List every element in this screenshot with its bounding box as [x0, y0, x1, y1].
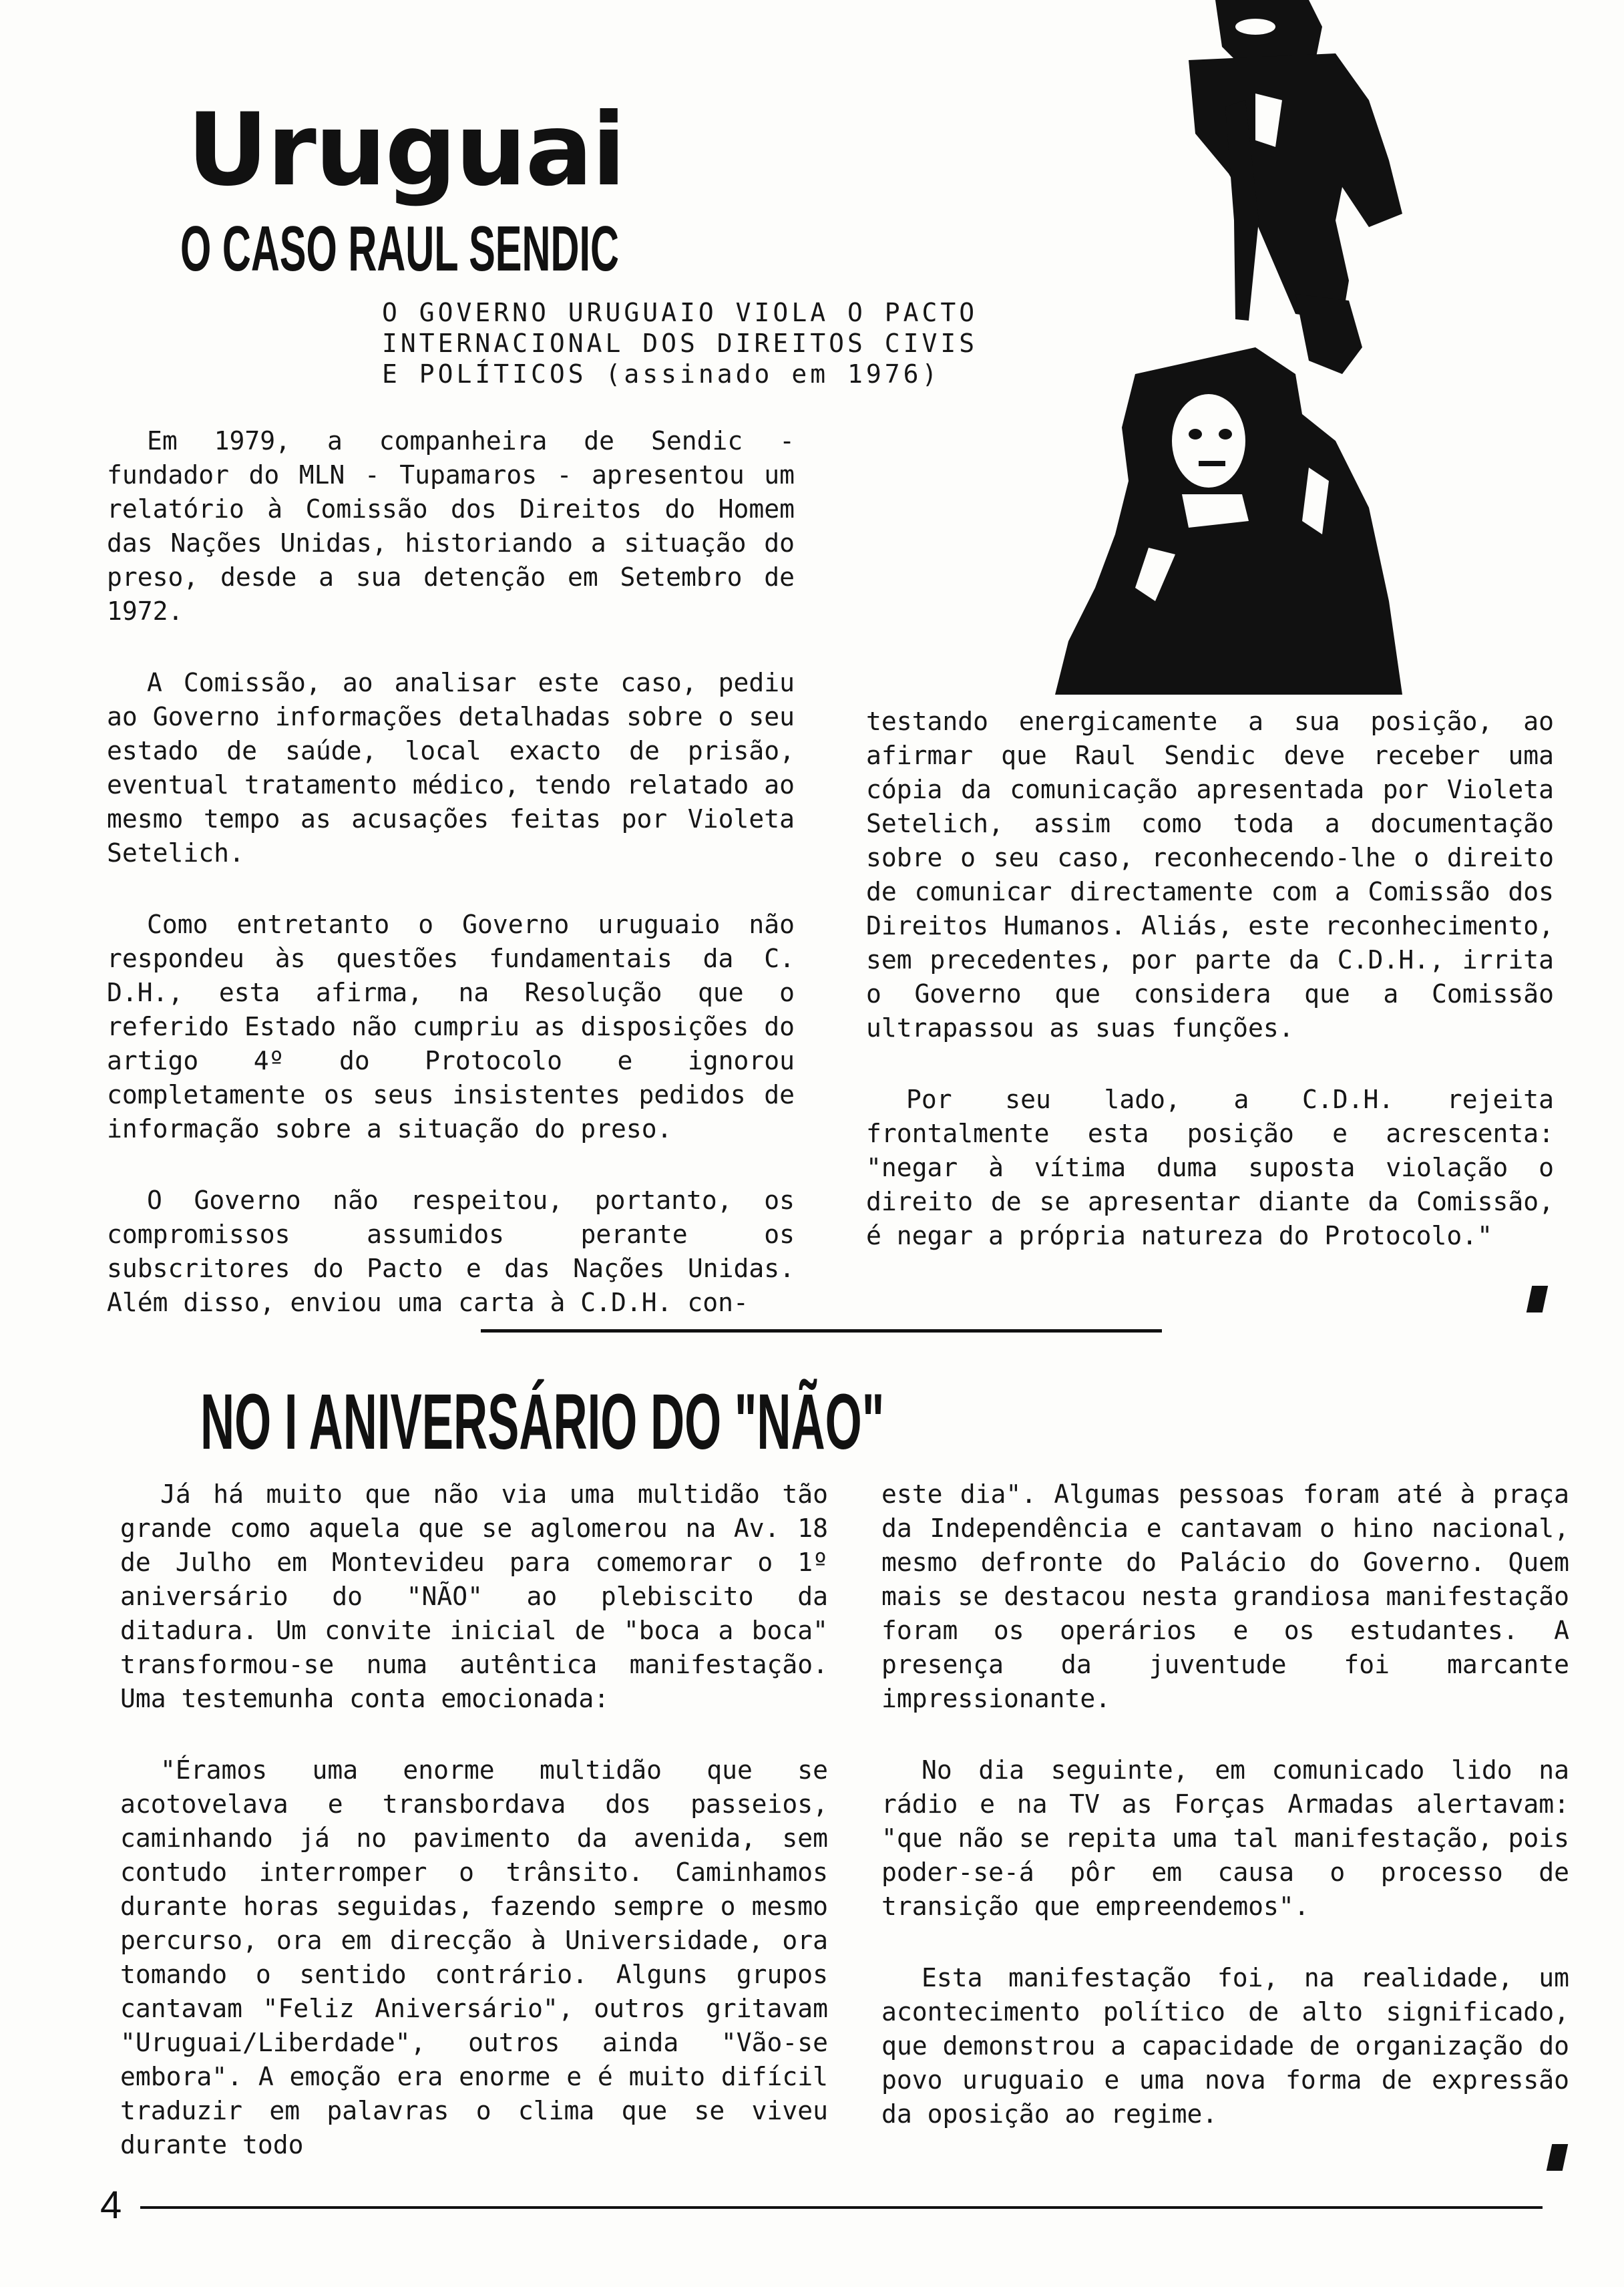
article2-paragraph: este dia". Algumas pessoas foram até à praça da Independência e cantavam o hino nacional, mesmo defronte do Palácio do Governo. Quem mais se destacou nesta grandiosa manifestação foram os operários e os estudantes. A presença da juventude foi marcante impressionante. [881, 1479, 1569, 1713]
article1-deck: O GOVERNO URUGUAIO VIOLA O PACTO INTERNACIONAL DOS DIREITOS CIVIS E POLÍTICOS (assinado em 1976) [382, 298, 978, 389]
article1-paragraph: O Governo não respeitou, portanto, os compromissos assumidos perante os subscritores do Pacto e das Nações Unidas. Além disso, enviou uma carta à C.D.H. con- [107, 1186, 795, 1317]
article2-column-1 [120, 1477, 828, 2200]
page-number: 4 [100, 2183, 122, 2227]
article1-paragraph: A Comissão, ao analisar este caso, pediu ao Governo informações detalhadas sobre o seu estado de saúde, local exacto de prisão, eventual tratamento médico, tendo relatado ao mesmo tempo as acusações feitas por Violeta Setelich. [107, 668, 795, 868]
article1-column-1 [107, 424, 795, 1357]
article1-paragraph: Por seu lado, a C.D.H. rejeita frontalmente esta posição e acrescenta: "negar à vítima duma suposta violação o direito de se apresentar diante da Comissão, é negar a própria natureza do Protocolo." [866, 1085, 1554, 1250]
article1-paragraph: Em 1979, a companheira de Sendic - fundador do MLN - Tupamaros - apresentou um relatório à Comissão dos Direitos do Homem das Nações Unidas, historiando a situação do preso, desde a sua detenção em Setembro de 1972. [107, 426, 795, 626]
article2-paragraph: Esta manifestação foi, na realidade, um acontecimento político de alto significado, que demonstrou a capacidade de organização do povo uruguaio e uma nova forma de expressão da oposição ao regime. [881, 1963, 1569, 2129]
article2-paragraph: No dia seguinte, em comunicado lido na rádio e na TV as Forças Armadas alertavam: "que não se repita uma tal manifestação, pois poder-se-á pôr em causa o processo de transição que empreendemos". [881, 1755, 1569, 1921]
article1-paragraph: testando energicamente a sua posição, ao afirmar que Raul Sendic deve receber uma cópia da comunicação apresentada por Violeta Setelich, assim como toda a documentação sobre o seu caso, reconhecendo-lhe o direito de comunicar directamente com a Comissão dos Direitos Humanos. Aliás, este reconhecimento, sem precedentes, por parte da C.D.H., irrita o Governo que considera que a Comissão ultrapassou as suas funções. [866, 707, 1554, 1043]
article1-column-2 [866, 705, 1554, 1290]
soldier-prisoner-illustration-icon [1055, 0, 1456, 708]
masthead-title: Uruguai [187, 92, 625, 208]
article2-title: NO I ANIVERSÁRIO DO "NÃO" [200, 1378, 885, 1466]
article2-paragraph: "Éramos uma enorme multidão que se acotovelava e transbordava dos passeios, caminhando já no pavimento da avenida, sem contudo interromper o trânsito. Caminhamos durante horas seguidas, fazendo sempre o mesmo percurso, ora em direcção à Universidade, ora tomando o sentido contrário. Alguns grupos cantavam "Feliz Aniversário", outros gritavam "Uruguai/Liberdade", outros ainda "Vão-se embora". A emoção era enorme e é muito difícil traduzir em palavras o clima que se viveu durante todo [120, 1755, 828, 2159]
article2-column-2 [881, 1477, 1569, 2169]
footer-rule [140, 2206, 1543, 2209]
section-divider [481, 1329, 1162, 1333]
article2-paragraph: Já há muito que não via uma multidão tão grande como aquela que se aglomerou na Av. 18 de Julho em Montevideu para comemorar o 1º aniversário do "NÃO" ao plebiscito da ditadura. Um convite inicial de "boca a boca" transformou-se numa autêntica manifestação. Uma testemunha conta emocionada: [120, 1479, 828, 1713]
article1-paragraph: Como entretanto o Governo uruguaio não respondeu às questões fundamentais da C. D.H., esta afirma, na Resolução que o referido Estado não cumpriu as disposições do artigo 4º do Protocolo e ignorou completamente os seus insistentes pedidos de informação sobre a situação do preso. [107, 910, 795, 1144]
article1-title: O CASO RAUL SENDIC [180, 213, 619, 285]
